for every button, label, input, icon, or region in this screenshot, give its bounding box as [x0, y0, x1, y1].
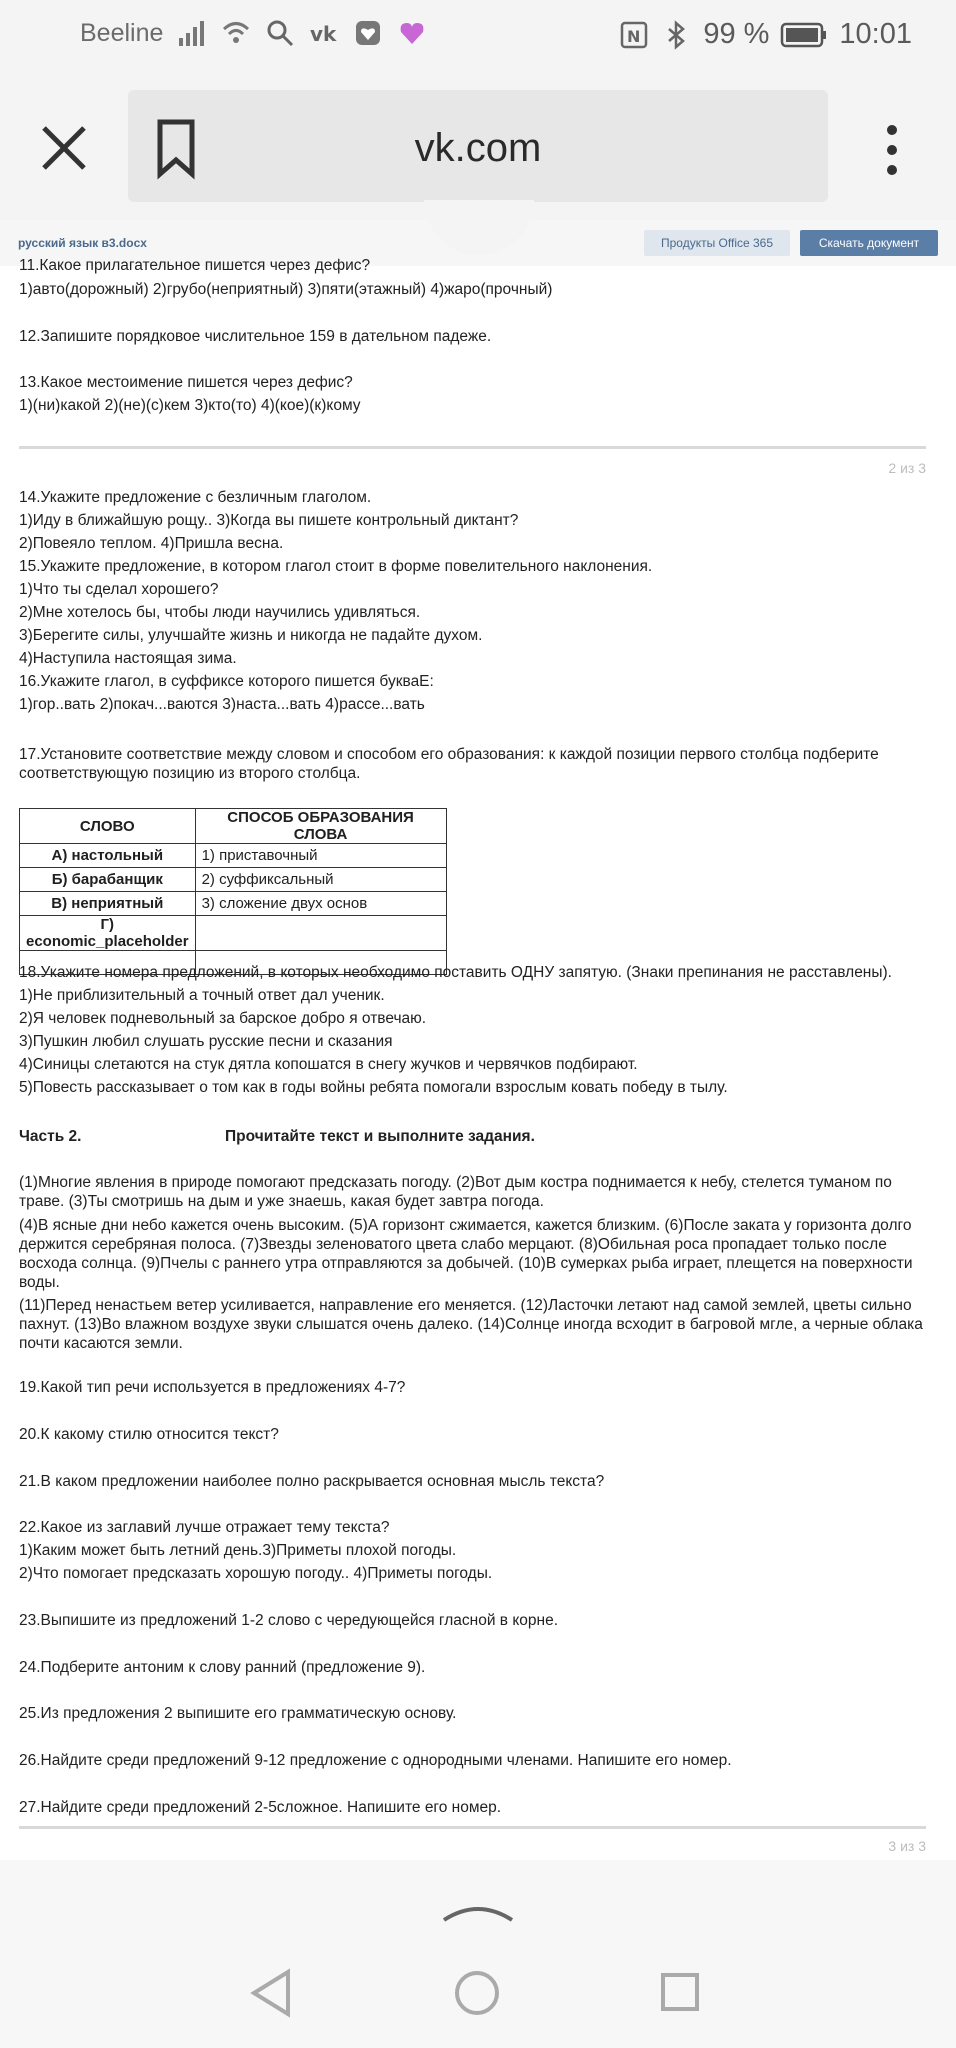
matching-table: [19, 808, 447, 975]
system-navigation-bar: [0, 1860, 956, 2048]
svg-text:N: N: [627, 26, 641, 46]
table-row: [20, 868, 447, 892]
url-text[interactable]: vk.com: [414, 126, 542, 170]
question-21: 21.В каком предложении наиболее полно раскрывается основная мысль текста?: [19, 1473, 605, 1490]
question-18-option: 3)Пушкин любил слушать русские песни и сказания: [19, 1033, 393, 1050]
question-18-option: 5)Повесть рассказывает о том как в годы войны ребята помогали взрослым ковать победу в тылу.: [19, 1079, 728, 1096]
question-16-options: 1)гор..вать 2)покач...ваются 3)наста...вать 4)рассе...вать: [19, 696, 425, 713]
clock: 10:01: [839, 18, 912, 50]
shield-heart-icon: [353, 18, 383, 48]
signal-icon: [177, 18, 207, 48]
download-document-button[interactable]: Скачать документ: [800, 230, 938, 256]
table-cell: 2) суффиксальный: [195, 868, 446, 892]
page-divider: [19, 446, 926, 449]
table-cell: 1) приставочный: [195, 844, 446, 868]
table-cell: В) неприятный: [20, 892, 196, 916]
nfc-icon: [619, 20, 649, 50]
question-15-option: 2)Мне хотелось бы, чтобы люди научились удивляться.: [19, 604, 421, 621]
question-11-options: 1)авто(дорожный) 2)грубо(неприятный) 3)пяти(этажный) 4)жаро(прочный): [19, 281, 553, 298]
svg-text:vk: vk: [310, 22, 337, 46]
vk-icon: [309, 18, 339, 48]
document-filename: русский язык в3.docx: [18, 236, 147, 250]
table-cell: [195, 916, 446, 951]
bookmark-icon[interactable]: [152, 118, 200, 178]
question-15: 15.Укажите предложение, в котором глагол стоит в форме повелительного наклонения.: [19, 558, 653, 575]
question-18-option: 1)Не приблизительный а точный ответ дал ученик.: [19, 987, 385, 1004]
question-14-option: 1)Иду в ближайшую рощу.. 3)Когда вы пишете контрольный диктант?: [19, 512, 519, 529]
address-bar[interactable]: [128, 90, 828, 202]
chevron-up-icon[interactable]: [440, 1902, 516, 1924]
question-22-option: 1)Каким может быть летний день.3)Приметы плохой погоды.: [19, 1542, 457, 1559]
question-19: 19.Какой тип речи используется в предложениях 4-7?: [19, 1379, 406, 1396]
more-vertical-icon[interactable]: [874, 122, 910, 178]
battery-icon: [781, 22, 827, 48]
status-right: [619, 18, 912, 51]
back-icon[interactable]: [248, 1968, 294, 2018]
status-bar: [0, 0, 956, 72]
table-cell: 3) сложение двух основ: [195, 892, 446, 916]
browser-toolbar: [0, 72, 956, 220]
question-17: 17.Установите соответствие между словом и способом его образования: к каждой позиции первого столбца подберите соответствующую позицию из второго столбца.: [19, 746, 879, 782]
status-left: [80, 18, 427, 48]
question-11: 11.Какое прилагательное пишется через дефис?: [19, 257, 371, 274]
page-number: 2 из 3: [888, 460, 926, 476]
document-view[interactable]: [0, 257, 956, 1860]
battery-percent: 99 %: [703, 18, 770, 50]
question-18-option: 2)Я человек подневольный за барское добро я отвечаю.: [19, 1010, 427, 1027]
question-15-option: 1)Что ты сделал хорошего?: [19, 581, 219, 598]
question-25: 25.Из предложения 2 выпишите его грамматическую основу.: [19, 1705, 457, 1722]
question-13-options: 1)(ни)какой 2)(не)(с)кем 3)кто(то) 4)(кое)(к)кому: [19, 397, 361, 414]
table-row: [20, 916, 447, 951]
table-cell: А) настольный: [20, 844, 196, 868]
question-22-option: 2)Что помогает предсказать хорошую погоду.. 4)Приметы погоды.: [19, 1565, 493, 1582]
bluetooth-icon: [661, 20, 691, 50]
question-20: 20.К какому стилю относится текст?: [19, 1426, 279, 1443]
part-2-label: Часть 2.: [19, 1128, 82, 1145]
question-22: 22.Какое из заглавий лучше отражает тему текста?: [19, 1519, 390, 1536]
question-14-option: 2)Повеяло теплом. 4)Пришла весна.: [19, 535, 284, 552]
wifi-icon: [221, 18, 251, 48]
part-2-task: Прочитайте текст и выполните задания.: [225, 1128, 535, 1145]
question-18-option: 4)Синицы слетаются на стук дятла копошатся в снегу жучков и червячков подбирают.: [19, 1056, 638, 1073]
close-icon[interactable]: [36, 120, 92, 176]
table-row: [20, 892, 447, 916]
question-13: 13.Какое местоимение пишется через дефис?: [19, 374, 353, 391]
page-divider: [19, 1826, 926, 1829]
table-header-row: [20, 809, 447, 844]
text-paragraph: (11)Перед ненастьем ветер усиливается, направление его меняется. (12)Ласточки летают над самой землей, цветы сильно пахнут. (13)Во влажном воздухе звуки слышатся очень далеко. (14)Солнце иногда всходит в багровой мгле, а черные облака почти касаются земли.: [19, 1297, 923, 1352]
question-15-option: 4)Наступила настоящая зима.: [19, 650, 237, 667]
question-26: 26.Найдите среди предложений 9-12 предложение с однородными членами. Напишите его номер.: [19, 1752, 732, 1769]
text-paragraph: (4)В ясные дни небо кажется очень высоким. (5)А горизонт сжимается, кажется близким. (6)После заката у горизонта долго держится серебряная полоса. (7)Звезды зеленоватого цвета слабо мерцают. (8)Обильная роса пропадает только после восхода солнца. (9)Пчелы с раннего утра отправляются за добычей. (10)В сумерках рыба играет, плещется на поверхности воды.: [19, 1217, 913, 1291]
text-paragraph: (1)Многие явления в природе помогают предсказать погоду. (2)Вот дым костра поднимается к небу, стелется туманом по траве. (3)Ты смотришь на дым и уже знаешь, какая будет завтра погода.: [19, 1174, 892, 1210]
table-row: [20, 844, 447, 868]
home-icon[interactable]: [454, 1970, 500, 2016]
question-12: 12.Запишите порядковое числительное 159 в дательном падеже.: [19, 328, 492, 345]
search-icon: [265, 18, 295, 48]
carrier-label: Beeline: [80, 18, 164, 47]
question-24: 24.Подберите антоним к слову ранний (предложение 9).: [19, 1659, 426, 1676]
recent-apps-icon[interactable]: [660, 1972, 700, 2012]
page-number: 3 из 3: [888, 1838, 926, 1854]
question-14: 14.Укажите предложение с безличным глаголом.: [19, 489, 372, 506]
heart-icon: [397, 18, 427, 48]
table-header: СПОСОБ ОБРАЗОВАНИЯ СЛОВА: [195, 809, 446, 844]
office-products-button[interactable]: Продукты Office 365: [644, 230, 790, 256]
question-27: 27.Найдите среди предложений 2-5сложное. Напишите его номер.: [19, 1799, 502, 1816]
table-cell: Б) барабанщик: [20, 868, 196, 892]
question-15-option: 3)Берегите силы, улучшайте жизнь и никогда не падайте духом.: [19, 627, 483, 644]
table-header: СЛОВО: [20, 809, 196, 844]
question-23: 23.Выпишите из предложений 1-2 слово с чередующейся гласной в корне.: [19, 1612, 559, 1629]
table-cell: Г) economic_placeholder: [20, 916, 196, 951]
question-18: 18.Укажите номера предложений, в которых необходимо поставить ОДНУ запятую. (Знаки препинания не расставлены).: [19, 964, 892, 981]
question-16: 16.Укажите глагол, в суффиксе которого пишется букваЕ:: [19, 673, 434, 690]
